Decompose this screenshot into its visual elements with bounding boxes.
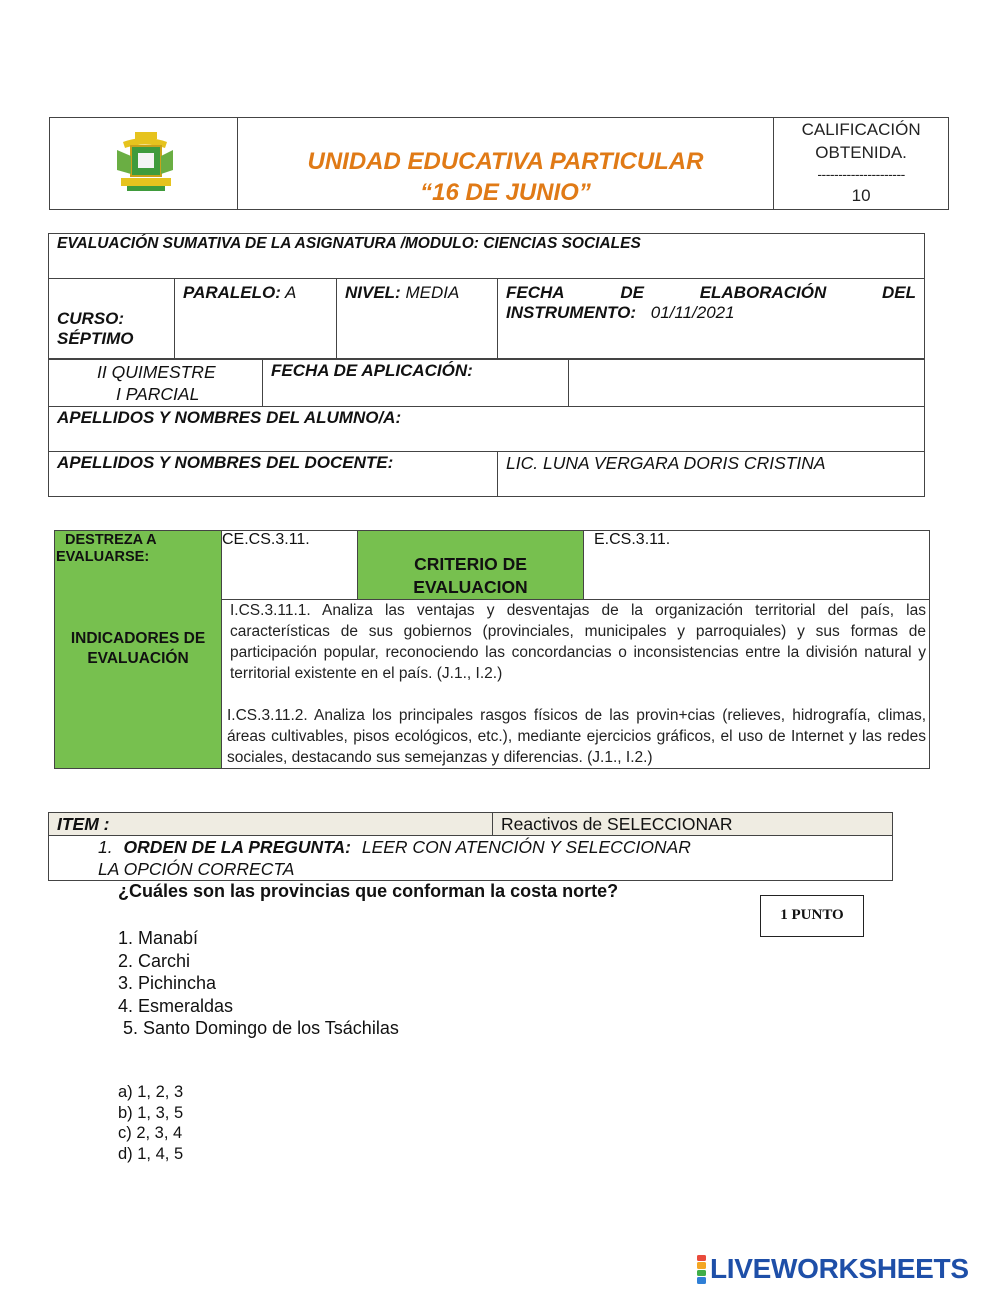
indicadores-label-line2: EVALUACIÓN [87,649,189,667]
item-type: Reactivos de SELECCIONAR [493,813,893,836]
answer-option-b[interactable]: b) 1, 3, 5 [118,1103,184,1122]
nivel-cell [337,279,498,360]
paralelo-value: A [280,283,297,302]
fecha-word: DEL [882,283,916,302]
answer-options [118,1082,183,1164]
province-list [118,927,399,1040]
answer-option-c[interactable]: c) 2, 3, 4 [118,1124,183,1143]
criterio-label-cell [358,531,584,600]
header-table [49,117,949,210]
question-text: ¿Cuáles son las provincias que conforman la costa norte? [118,881,619,901]
fecha-word: DE [620,283,644,302]
order-label: ORDEN DE LA PREGUNTA: [123,837,351,857]
criterio-label-line2: EVALUACION [413,577,528,597]
school-name-cell [237,118,773,210]
order-number: 1. [98,837,113,857]
grade-cell [774,118,949,210]
curso-label: CURSO: [57,309,125,328]
info-table-aplicacion [48,358,925,452]
school-crest-icon [105,130,185,194]
parcial: I PARCIAL [116,384,200,404]
nivel-value: MEDIA [400,283,460,302]
quimestre-cell [49,359,263,407]
list-item: 3. Pichincha [118,973,217,993]
list-item: 5. Santo Domingo de los Tsáchilas [118,1018,399,1038]
criterio-value: E.CS.3.11. [584,531,930,600]
points-box: 1 PUNTO [760,895,864,937]
docente-label: APELLIDOS Y NOMBRES DEL DOCENTE: [49,452,498,497]
item-table [48,812,893,881]
destreza-label-cell [55,531,222,600]
answer-option-a[interactable]: a) 1, 2, 3 [118,1083,184,1101]
fecha-word: ELABORACIÓN [699,283,827,302]
indicator-2: I.CS.3.11.2. Analiza los principales rasgos físicos de las provin+cias (relieves, hidrografía, climas, áreas cultivables, pisos ecológicos, etc.), mediante ejercicios gráficos, el uso de Internet y las redes sociales, destacando sus semejanzas y diferencias. (J.1., I.2.) [227,707,926,766]
indicadores-label-cell [55,600,222,769]
item-label: ITEM : [49,813,493,836]
grade-value: 10 [851,186,871,205]
order-text: LEER CON ATENCIÓN Y SELECCIONAR [361,837,691,857]
competence-table [54,530,930,769]
fecha-aplicacion-value[interactable] [569,359,925,407]
fecha-elaboracion-cell [498,279,925,360]
curso-cell [49,279,175,360]
destreza-value: CE.CS.3.11. [222,531,358,600]
indicadores-label-line1: INDICADORES DE [70,629,206,647]
liveworksheets-logo[interactable] [697,1253,969,1285]
order-cell [49,836,893,881]
list-item: 2. Carchi [118,950,191,971]
alumno-label: APELLIDOS Y NOMBRES DEL ALUMNO/A: [49,407,925,452]
fecha-aplicacion-label: FECHA DE APLICACIÓN: [263,359,569,407]
grade-label-line1: CALIFICACIÓN [801,120,921,139]
school-name-line2: “16 DE JUNIO” [420,178,591,206]
destreza-label-line2: EVALUARSE: [56,549,150,565]
logo-text: LIVEWORKSHEETS [710,1253,969,1284]
curso-value: SÉPTIMO [57,329,134,348]
nivel-label: NIVEL: [345,283,401,302]
quimestre: II QUIMESTRE [97,362,216,382]
indicator-1: I.CS.3.11.1. Analiza las ventajas y desventajas de la organización territorial del país, las características de sus gobiernos (provinciales, municipales y parroquiales) y sus formas de participación popular, reconociendo las concordancias o inconsistencias entre la división natural y territorial existente en el país. (J.1., I.2.) [230,602,926,682]
order-text-line2: LA OPCIÓN CORRECTA [98,859,295,879]
fecha-elaboracion-label-line1 [506,283,916,303]
docente-value: LIC. LUNA VERGARA DORIS CRISTINA [498,452,925,497]
grade-separator: --------------------- [817,166,905,182]
evaluation-title: EVALUACIÓN SUMATIVA DE LA ASIGNATURA /MODULO: CIENCIAS SOCIALES [49,234,925,279]
criterio-label-line1: CRITERIO DE [414,554,527,574]
logo-cell [50,118,238,210]
school-name-line1: UNIDAD EDUCATIVA PARTICULAR [307,147,704,175]
answer-option-d[interactable]: d) 1, 4, 5 [118,1144,184,1163]
info-table [48,233,925,360]
destreza-label-line1: DESTREZA A [65,532,157,548]
paralelo-cell [175,279,337,360]
info-table-docente [48,451,925,497]
paralelo-label: PARALELO: [183,283,281,302]
list-item: 4. Esmeraldas [118,995,234,1016]
fecha-word: FECHA [506,283,565,302]
grade-label-line2: OBTENIDA. [815,143,907,162]
fecha-elaboracion-label-line2: INSTRUMENTO: [506,303,637,322]
indicadores-cell [222,600,930,769]
fecha-elaboracion-value: 01/11/2021 [650,303,735,322]
list-item: 1. Manabí [118,928,199,948]
logo-boxes-icon [697,1255,706,1284]
